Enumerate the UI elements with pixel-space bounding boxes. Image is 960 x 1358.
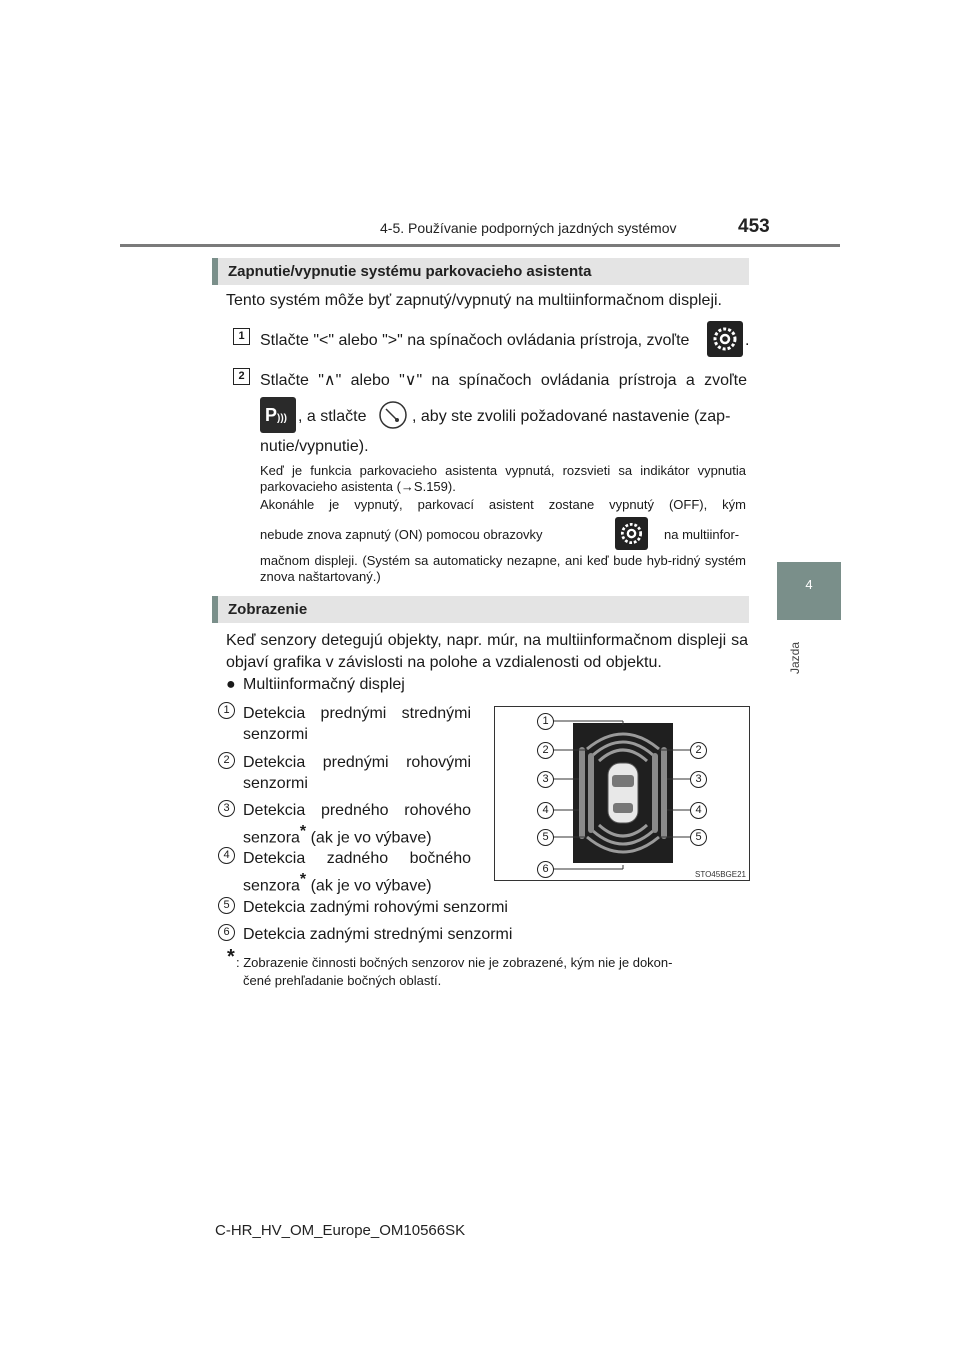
item-number-3: 3 bbox=[218, 800, 235, 817]
item-number-2: 2 bbox=[218, 752, 235, 769]
step-1-period: . bbox=[745, 332, 750, 349]
bullet-multiinfo-display: Multiinformačný displej bbox=[243, 676, 405, 693]
item-4-line2 bbox=[243, 870, 432, 896]
figure-label-left-5: 5 bbox=[537, 829, 554, 846]
chapter-label: Jazda bbox=[788, 641, 802, 674]
note-parking-assist-off: Keď je funkcia parkovacieho asistenta vypnutá, rozsvieti sa indikátor vypnutia parkovacieho asistenta (→S.159). bbox=[260, 463, 746, 494]
bullet-dot: ● bbox=[226, 676, 236, 693]
item-2-line2: senzormi bbox=[243, 775, 308, 792]
parking-assist-icon: P))) bbox=[260, 397, 296, 433]
item-3-suffix: (ak je vo výbave) bbox=[306, 829, 432, 847]
figure-code: STO45BGE21 bbox=[695, 870, 746, 879]
item-number-5: 5 bbox=[218, 897, 235, 914]
note-remains-off: Akonáhle je vypnutý, parkovací asistent zostane vypnutý (OFF), kým bbox=[260, 497, 746, 512]
item-3-sensor: senzora bbox=[243, 829, 300, 847]
step-2-text-d: nutie/vypnutie). bbox=[260, 438, 369, 455]
note-auto-restart: mačnom displeji. (Systém sa automaticky nezapne, ani keď bude hyb-ridný systém znova naštartovaný.) bbox=[260, 553, 746, 584]
settings-gear-icon-small bbox=[615, 517, 648, 550]
item-4-suffix: (ak je vo výbave) bbox=[306, 877, 432, 895]
figure-label-left-2: 2 bbox=[537, 742, 554, 759]
section-heading-parking-assist: Zapnutie/vypnutie systému parkovacieho asistenta bbox=[212, 258, 749, 285]
enter-button-icon bbox=[377, 399, 409, 431]
item-4-sensor: senzora bbox=[243, 877, 300, 895]
document-id: C-HR_HV_OM_Europe_OM10566SK bbox=[215, 1222, 466, 1239]
header-divider bbox=[120, 244, 840, 247]
parking-sensor-figure bbox=[494, 706, 750, 881]
step-2-text-b: , a stlačte bbox=[298, 408, 367, 425]
item-1-line1: Detekcia prednými strednými bbox=[243, 705, 471, 722]
sensor-display-diagram bbox=[495, 707, 749, 880]
item-4-line1: Detekcia zadného bočného bbox=[243, 850, 471, 867]
footnote-asterisk: * bbox=[227, 946, 235, 968]
item-number-6: 6 bbox=[218, 924, 235, 941]
step-2-text-c: , aby ste zvolili požadované nastavenie (zap- bbox=[412, 408, 731, 425]
step-2-text-a: Stlačte "∧" alebo "∨" na spínačoch ovládania prístroja a zvoľte bbox=[260, 372, 747, 389]
chapter-tab: 4 bbox=[777, 562, 841, 620]
item-number-4: 4 bbox=[218, 847, 235, 864]
header-section-title: 4-5. Používanie podporných jazdných systémov bbox=[380, 220, 677, 236]
section-heading-display: Zobrazenie bbox=[212, 596, 749, 623]
footnote-line2: čené prehľadanie bočných oblastí. bbox=[243, 973, 442, 988]
figure-label-right-3: 3 bbox=[690, 771, 707, 788]
item-6-text: Detekcia zadnými strednými senzormi bbox=[243, 926, 513, 943]
item-number-1: 1 bbox=[218, 702, 235, 719]
step-number-1: 1 bbox=[233, 328, 250, 345]
item-1-line2: senzormi bbox=[243, 726, 308, 743]
page-number: 453 bbox=[738, 216, 770, 237]
note-screen-prefix: nebude znova zapnutý (ON) pomocou obrazovky bbox=[260, 527, 543, 542]
section1-intro: Tento systém môže byť zapnutý/vypnutý na multiinformačnom displeji. bbox=[226, 292, 722, 309]
figure-label-left-1: 1 bbox=[537, 713, 554, 730]
item-3-line1: Detekcia predného rohového bbox=[243, 802, 471, 819]
asterisk-mark: * bbox=[299, 823, 307, 840]
note-screen-suffix: na multiinfor- bbox=[664, 527, 740, 542]
item-3-line2 bbox=[243, 822, 432, 848]
figure-label-left-6: 6 bbox=[537, 861, 554, 878]
asterisk-mark: * bbox=[299, 871, 307, 888]
figure-label-left-4: 4 bbox=[537, 802, 554, 819]
figure-label-left-3: 3 bbox=[537, 771, 554, 788]
footnote-line1: : Zobrazenie činnosti bočných senzorov nie je zobrazené, kým nie je dokon- bbox=[236, 955, 673, 970]
step-1-text: Stlačte "<" alebo ">" na spínačoch ovládania prístroja, zvoľte bbox=[260, 332, 690, 349]
settings-gear-icon bbox=[707, 321, 743, 357]
figure-label-right-4: 4 bbox=[690, 802, 707, 819]
item-2-line1: Detekcia prednými rohovými bbox=[243, 754, 471, 771]
section2-intro: Keď senzory detegujú objekty, napr. múr, na multiinformačnom displeji sa objaví grafika v závislosti na polohe a vzdialenosti od objektu. bbox=[226, 632, 748, 671]
figure-label-right-2: 2 bbox=[690, 742, 707, 759]
figure-label-right-5: 5 bbox=[690, 829, 707, 846]
step-number-2: 2 bbox=[233, 368, 250, 385]
item-5-text: Detekcia zadnými rohovými senzormi bbox=[243, 899, 508, 916]
